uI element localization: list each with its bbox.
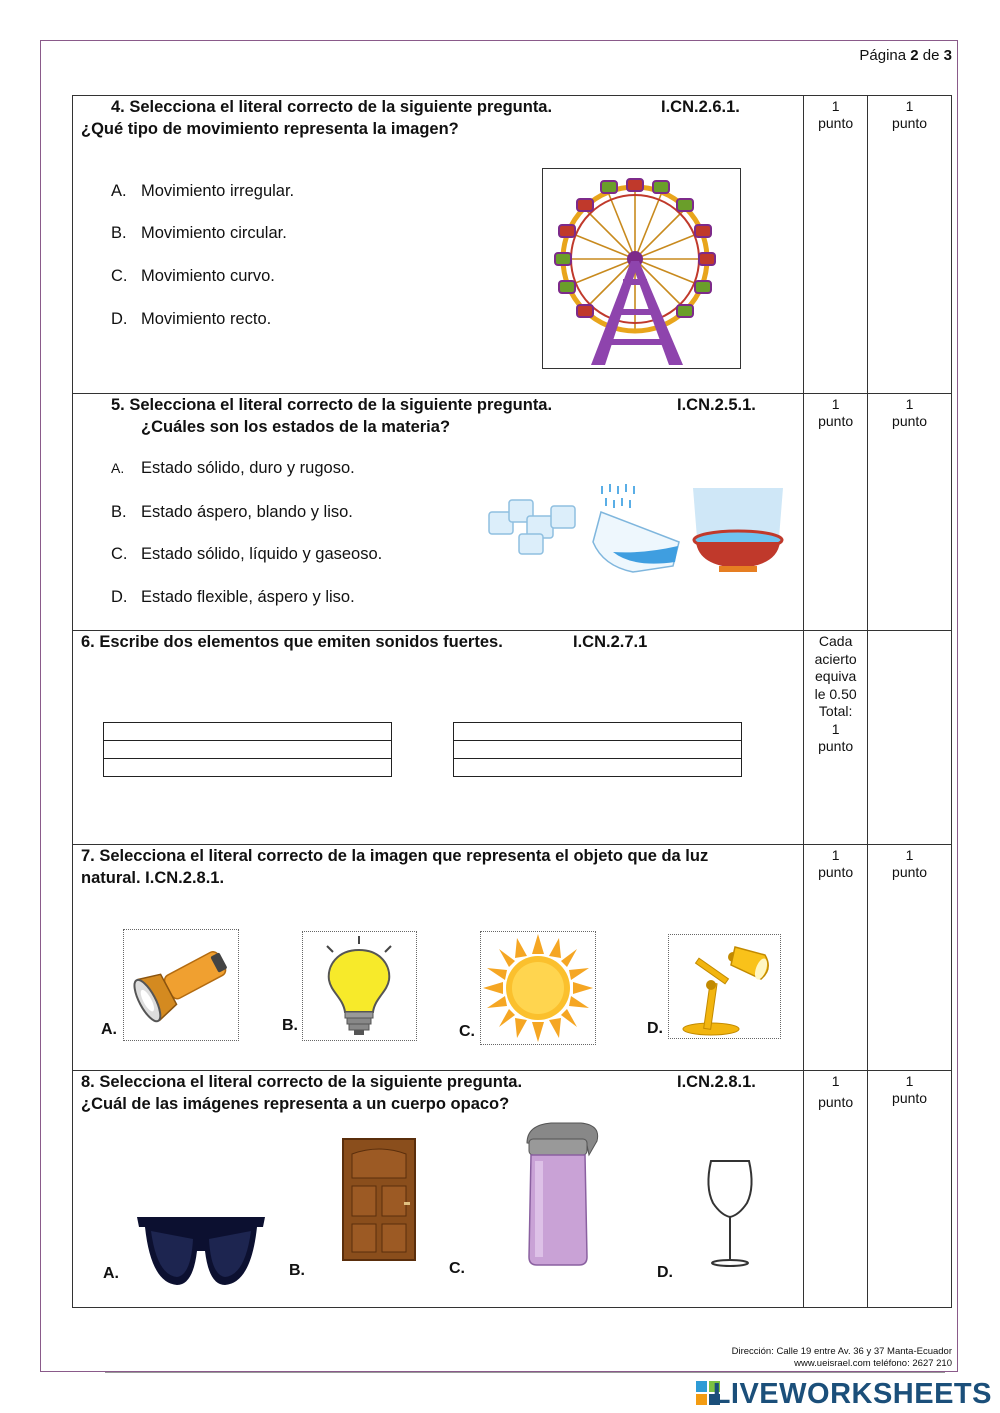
q4-question: ¿Qué tipo de movimiento representa la imagen? xyxy=(81,120,459,138)
q8-label-c[interactable]: C. xyxy=(449,1260,465,1277)
option-text: Estado sólido, líquido y gaseoso. xyxy=(141,545,383,563)
points-text: Cada xyxy=(818,633,853,649)
q8-points-obtained xyxy=(868,1071,952,1308)
q6-points-obtained xyxy=(868,631,952,845)
points-unit: punto xyxy=(818,1094,854,1110)
option-letter: B. xyxy=(111,224,127,242)
points-value: 1 xyxy=(905,98,914,114)
water-bottle-icon[interactable] xyxy=(521,1121,603,1268)
points-unit: punto xyxy=(818,115,854,131)
q7-points-obtained xyxy=(868,845,952,1071)
points-text: equiva xyxy=(815,668,857,684)
footer-address xyxy=(732,1346,952,1370)
q8-points xyxy=(804,1071,868,1308)
q4-title: 4. Selecciona el literal correcto de la siguiente pregunta. xyxy=(111,98,553,116)
q5-code: I.CN.2.5.1. xyxy=(677,396,756,414)
points-unit: punto xyxy=(892,115,928,131)
footer-divider xyxy=(105,1372,945,1373)
q5-option-d[interactable] xyxy=(111,588,355,607)
flashlight-icon[interactable] xyxy=(123,929,239,1041)
option-letter: C. xyxy=(111,267,128,285)
points-value: 1 xyxy=(831,98,840,114)
q5-option-b[interactable] xyxy=(111,503,353,522)
q6-title: 6. Escribe dos elementos que emiten sonidos fuertes. xyxy=(81,633,503,651)
points-unit: punto xyxy=(818,413,854,429)
page-number xyxy=(859,47,952,64)
question-4-row xyxy=(73,96,952,394)
points-value: 1 xyxy=(905,847,914,863)
option-text: Estado sólido, duro y rugoso. xyxy=(141,459,355,477)
lightbulb-icon[interactable] xyxy=(302,931,417,1041)
option-text: Estado flexible, áspero y liso. xyxy=(141,588,355,606)
question-4 xyxy=(73,96,804,394)
option-text: Movimiento irregular. xyxy=(141,182,295,200)
q4-option-b[interactable] xyxy=(111,224,287,243)
q4-points xyxy=(804,96,868,394)
q8-label-a[interactable]: A. xyxy=(103,1265,119,1282)
q7-label-d[interactable]: D. xyxy=(647,1020,663,1037)
footer-address-line: Dirección: Calle 19 entre Av. 36 y 37 Manta-Ecuador xyxy=(731,1346,952,1357)
option-text: Estado áspero, blando y liso. xyxy=(141,503,353,521)
question-5 xyxy=(73,394,804,631)
q6-points xyxy=(804,631,868,845)
q5-points-obtained xyxy=(868,394,952,631)
sun-icon[interactable] xyxy=(480,931,596,1045)
q6-code: I.CN.2.7.1 xyxy=(573,633,648,651)
ice-cubes-icon xyxy=(489,500,575,554)
points-unit: punto xyxy=(892,413,928,429)
question-8 xyxy=(73,1071,804,1308)
q7-label-c[interactable]: C. xyxy=(459,1023,475,1040)
points-value: 1 xyxy=(831,847,840,863)
points-value: 1 xyxy=(831,1073,840,1089)
option-text: Movimiento recto. xyxy=(141,310,272,328)
q4-points-obtained xyxy=(868,96,952,394)
q5-option-c[interactable] xyxy=(111,545,382,564)
q5-title: 5. Selecciona el literal correcto de la siguiente pregunta. xyxy=(111,396,553,414)
desk-lamp-icon[interactable] xyxy=(668,934,781,1039)
q4-code: I.CN.2.6.1. xyxy=(661,98,740,116)
q7-label-b[interactable]: B. xyxy=(282,1017,298,1034)
q7-label-a[interactable]: A. xyxy=(101,1021,117,1038)
page-total: 3 xyxy=(943,47,952,64)
q8-title: 8. Selecciona el literal correcto de la siguiente pregunta. xyxy=(81,1073,523,1091)
points-text: le 0.50 xyxy=(814,685,857,702)
question-6-row xyxy=(73,631,952,845)
q4-option-c[interactable] xyxy=(111,267,275,286)
points-text: acierto xyxy=(814,650,857,667)
option-letter: B. xyxy=(111,503,127,521)
option-text: Movimiento curvo. xyxy=(141,267,275,285)
answer-field-1[interactable] xyxy=(103,722,392,777)
ferris-wheel-image xyxy=(542,168,741,369)
q7-title-cont: natural. I.CN.2.8.1. xyxy=(81,869,225,887)
points-value: 1 xyxy=(905,396,914,412)
q8-question: ¿Cuál de las imágenes representa a un cuerpo opaco? xyxy=(81,1095,510,1113)
option-letter: D. xyxy=(111,310,128,328)
q8-code: I.CN.2.8.1. xyxy=(677,1073,756,1091)
option-letter: A. xyxy=(111,182,127,200)
q4-option-a[interactable] xyxy=(111,182,294,201)
option-letter: C. xyxy=(111,545,128,563)
q7-points xyxy=(804,845,868,1071)
q8-label-d[interactable]: D. xyxy=(657,1264,673,1281)
points-value: 1 xyxy=(905,1073,914,1089)
option-text: Movimiento circular. xyxy=(141,224,287,242)
points-text: punto xyxy=(818,738,854,754)
answer-field-2[interactable] xyxy=(453,722,742,777)
exam-table xyxy=(72,95,952,1308)
q4-option-d[interactable] xyxy=(111,310,271,329)
q5-points xyxy=(804,394,868,631)
page-prefix: Página xyxy=(859,47,907,64)
page-mid: de xyxy=(922,47,940,64)
page-current: 2 xyxy=(910,47,919,64)
points-unit: punto xyxy=(892,864,928,880)
boiling-pot-icon xyxy=(693,488,783,572)
q8-label-b[interactable]: B. xyxy=(289,1262,305,1279)
q5-question: ¿Cuáles son los estados de la materia? xyxy=(141,418,451,436)
glass-water-icon xyxy=(593,484,679,572)
footer-contact-line[interactable]: www.ueisrael.com teléfono: 2627 210 xyxy=(794,1358,952,1369)
points-value: 1 xyxy=(831,396,840,412)
points-text: Total: xyxy=(818,703,853,719)
question-7-row xyxy=(73,845,952,1071)
sunglasses-icon[interactable] xyxy=(133,1211,269,1293)
liveworksheets-brand[interactable]: LIVEWORKSHEETS xyxy=(712,1378,992,1410)
question-5-row xyxy=(73,394,952,631)
question-8-row xyxy=(73,1071,952,1308)
states-of-matter-image xyxy=(483,482,785,574)
q7-title: 7. Selecciona el literal correcto de la imagen que representa el objeto que da luz xyxy=(81,847,709,865)
points-text: 1 xyxy=(831,720,840,737)
question-6 xyxy=(73,631,804,845)
q5-option-a[interactable] xyxy=(111,459,355,478)
question-7 xyxy=(73,845,804,1071)
points-unit: punto xyxy=(818,864,854,880)
option-letter: D. xyxy=(111,588,128,606)
option-letter: A. xyxy=(111,460,125,476)
wooden-door-icon[interactable] xyxy=(342,1138,416,1261)
wine-glass-icon[interactable] xyxy=(703,1157,757,1273)
points-unit: punto xyxy=(892,1090,928,1106)
